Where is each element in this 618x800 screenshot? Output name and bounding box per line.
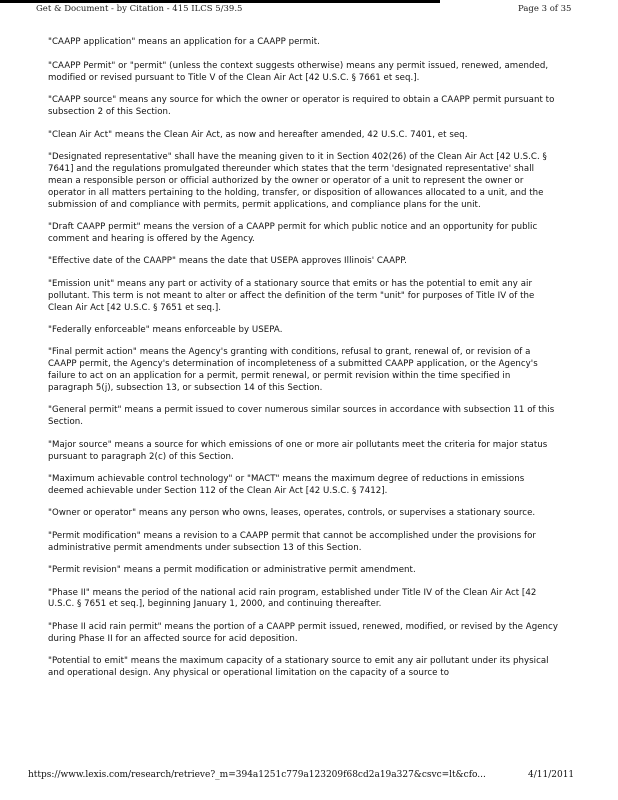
definition-mact: "Maximum achievable control technology" or "MACT" means the maximum degree of reductions in emissions deemed achievable under Section 112 of the Clean Air Act [42 U.S.C. § 7412].	[48, 474, 525, 496]
definition-clean-air-act: "Clean Air Act" means the Clean Air Act, as now and hereafter amended, 42 U.S.C. 7401, et seq.	[48, 129, 468, 140]
header-rule	[0, 0, 440, 3]
source-url: https://www.lexis.com/research/retrieve?_m=394a1251c779a123209f68cd2a19a327&csvc=lt&cfo...	[28, 770, 486, 780]
definition-major-source: "Major source" means a source for which emissions of one or more air pollutants meet the criteria for major status pursuant to paragraph 2(c) of this Section.	[48, 439, 548, 462]
definition-potential-to-emit: "Potential to emit" means the maximum capacity of a stationary source to emit any air pollutant under its physical and operational design. Any physical or operational limitation on the capacity of a source to	[48, 656, 549, 679]
definition-emission-unit: "Emission unit" means any part or activity of a stationary source that emits or has the potential to emit any air pollutant. This term is not meant to alter or affect the definition of the term "unit" for purposes of Title IV of the Clean Air Act [42 U.S.C. § 7651 et seq.].	[48, 278, 535, 313]
document-body	[48, 37, 558, 690]
definition-permit-revision: "Permit revision" means a permit modification or administrative permit amendment.	[48, 565, 416, 576]
header-title: Get & Document - by Citation - 415 ILCS 5/39.5	[36, 4, 243, 14]
page-header	[0, 0, 618, 20]
definition-general-permit: "General permit" means a permit issued to cover numerous similar sources in accordance with subsection 11 of this Section.	[48, 405, 555, 428]
page-footer	[28, 770, 588, 784]
definition-final-permit-action: "Final permit action" means the Agency's granting with conditions, refusal to grant, renewal of, or revision of a CAAPP permit, the Agency's determination of incompleteness of a submitted CAAPP application, or the Agency's failure to act on an application for a permit, permit renewal, or permit revision within the time specified in paragraph 5(j), subsection 13, or subsection 14 of this Section.	[48, 347, 538, 394]
definition-effective-date: "Effective date of the CAAPP" means the date that USEPA approves Illinois' CAAPP.	[48, 256, 407, 267]
print-date: 4/11/2011	[528, 770, 575, 780]
definition-federally-enforceable: "Federally enforceable" means enforceable by USEPA.	[48, 324, 283, 335]
definition-caapp-permit: "CAAPP Permit" or "permit" (unless the context suggests otherwise) means any permit issued, renewed, amended, modified or revised pursuant to Title V of the Clean Air Act [42 U.S.C. § 7661 et seq.].	[48, 60, 549, 83]
definition-phase-ii: "Phase II" means the period of the national acid rain program, established under Title IV of the Clean Air Act [42 U.S.C. § 7651 et seq.], beginning January 1, 2000, and continuing thereafter.	[48, 587, 537, 610]
definition-permit-modification: "Permit modification" means a revision to a CAAPP permit that cannot be accomplished under the provisions for administrative permit amendments under subsection 13 of this Section.	[48, 530, 536, 553]
definition-caapp-source: "CAAPP source" means any source for which the owner or operator is required to obtain a CAAPP permit pursuant to subsection 2 of this Section.	[48, 95, 555, 118]
definition-draft-caapp-permit: "Draft CAAPP permit" means the version of a CAAPP permit for which public notice and an opportunity for public comment and hearing is offered by the Agency.	[48, 221, 538, 244]
definition-designated-representative: "Designated representative" shall have the meaning given to it in Section 402(26) of the Clean Air Act [42 U.S.C. § 7641] and the regulations promulgated thereunder which states that the term 'designated representative' shall mean a responsible person or official authorized by the owner or operator of a unit to represent the owner or operator in all matters pertaining to the holding, transfer, or disposition of allowances allocated to a unit, and the submission of and compliance with permits, permit applications, and compliance plans for the unit.	[48, 151, 547, 210]
definition-caapp-application: "CAAPP application" means an application for a CAAPP permit.	[48, 37, 320, 47]
definition-phase-ii-acid-rain-permit: "Phase II acid rain permit" means the portion of a CAAPP permit issued, renewed, modified, or revised by the Agency during Phase II for an affected source for acid deposition.	[48, 621, 558, 644]
definition-owner-or-operator: "Owner or operator" means any person who owns, leases, operates, controls, or supervises a stationary source.	[48, 508, 536, 519]
page-number: Page 3 of 35	[518, 4, 572, 14]
